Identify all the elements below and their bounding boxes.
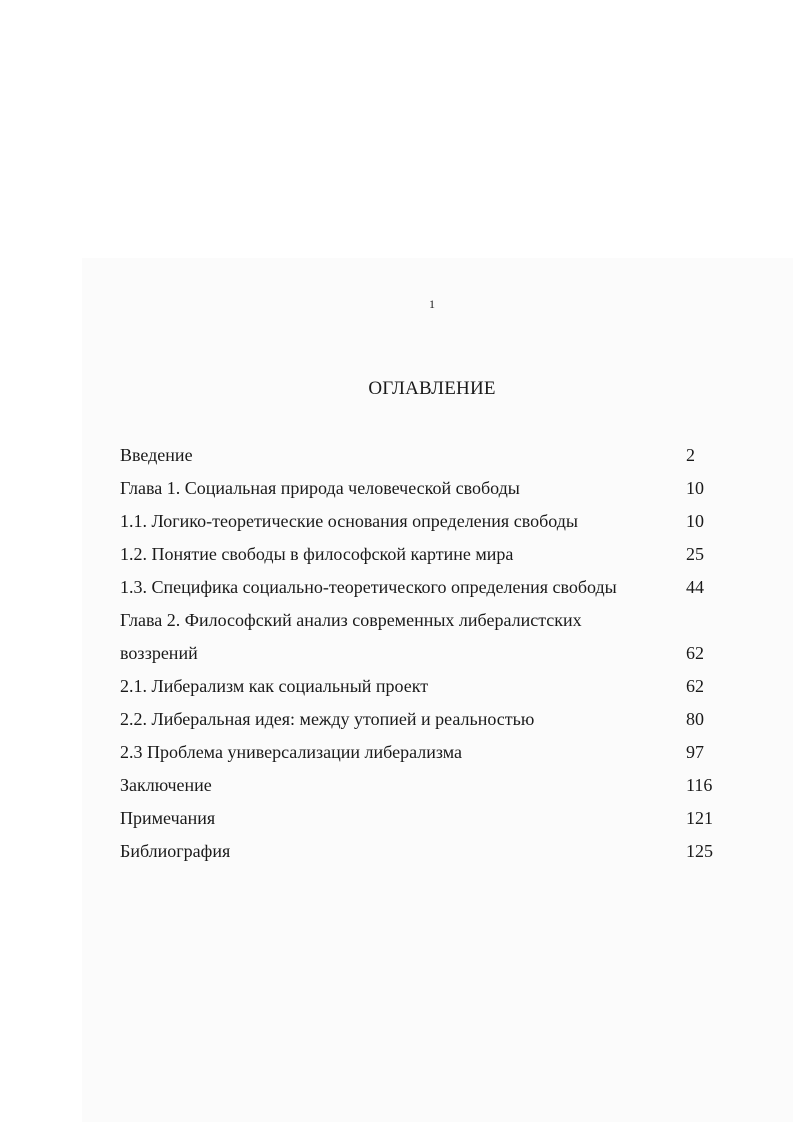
toc-entry-chapter-2 (120, 606, 720, 639)
page-title: ОГЛАВЛЕНИЕ (368, 378, 496, 399)
toc-entry-title: 2.3 Проблема универсализации либерализма (120, 742, 462, 762)
toc-entry-title: 2.1. Либерализм как социальный проект (120, 676, 429, 696)
toc-entry-title: Глава 2. Философский анализ современных либералистских (120, 610, 582, 630)
toc-entry-title: 2.2. Либеральная идея: между утопией и реальностью (120, 709, 535, 729)
toc-entry-section-1-1 (120, 507, 720, 540)
toc-entry-page: 121 (686, 808, 713, 828)
toc-entry-title: 1.2. Понятие свободы в философской картине мира (120, 544, 514, 564)
toc-entry-title: Введение (120, 445, 193, 465)
toc-entry-chapter-2-continued (120, 639, 720, 672)
table-of-contents (120, 441, 720, 870)
toc-entry-section-1-2 (120, 540, 720, 573)
toc-entry-title: воззрений (120, 643, 198, 663)
toc-entry-page: 62 (686, 643, 704, 663)
page-number: 1 (429, 297, 435, 311)
toc-entry-section-2-2 (120, 705, 720, 738)
toc-entry-title: 1.3. Специфика социально-теоретического определения свободы (120, 577, 617, 597)
toc-entry-chapter-1 (120, 474, 720, 507)
toc-entry-title: Глава 1. Социальная природа человеческой свободы (120, 478, 520, 498)
toc-entry-page: 10 (686, 511, 704, 531)
toc-entry-introduction (120, 441, 720, 474)
toc-entry-title: Заключение (120, 775, 212, 795)
toc-entry-bibliography (120, 837, 720, 870)
toc-entry-section-1-3 (120, 573, 720, 606)
toc-entry-page: 62 (686, 676, 704, 696)
toc-entry-page: 25 (686, 544, 704, 564)
toc-entry-section-2-1 (120, 672, 720, 705)
toc-entry-conclusion (120, 771, 720, 804)
toc-entry-title: Библиография (120, 841, 231, 861)
toc-entry-page: 80 (686, 709, 704, 729)
toc-entry-title: Примечания (120, 808, 216, 828)
toc-entry-page: 2 (686, 445, 695, 465)
toc-entry-page: 10 (686, 478, 704, 498)
toc-entry-section-2-3 (120, 738, 720, 771)
toc-entry-page: 125 (686, 841, 713, 861)
toc-entry-title: 1.1. Логико-теоретические основания определения свободы (120, 511, 578, 531)
toc-entry-page: 97 (686, 742, 704, 762)
toc-entry-notes (120, 804, 720, 837)
toc-entry-page: 44 (686, 577, 704, 597)
toc-entry-page: 116 (686, 775, 713, 795)
